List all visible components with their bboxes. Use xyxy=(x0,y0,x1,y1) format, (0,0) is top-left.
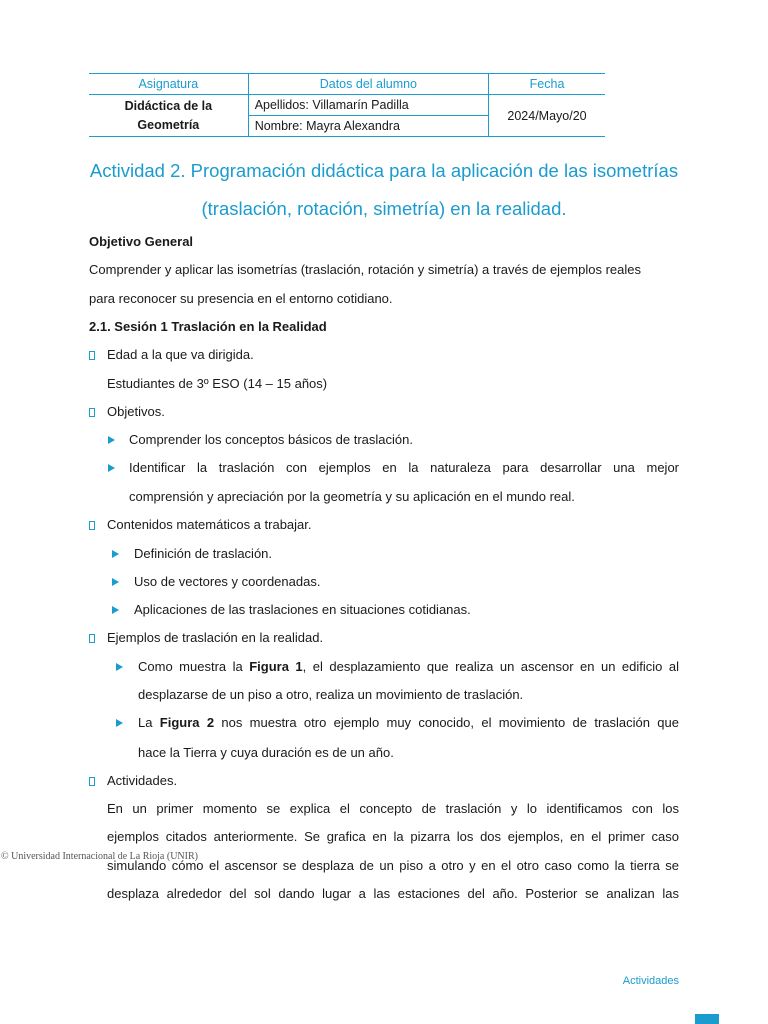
surnames-cell: Apellidos: Villamarín Padilla xyxy=(248,95,488,116)
objectives-label: Objetivos. xyxy=(107,404,165,419)
square-bullet-icon xyxy=(89,351,95,360)
example-2-text-cont: nos muestra otro ejemplo muy conocido, el movimiento de traslación que xyxy=(214,715,679,730)
header-col-subject: Asignatura xyxy=(89,74,248,95)
examples-label: Ejemplos de traslación en la realidad. xyxy=(107,630,324,645)
example-1-text-cont: , el desplazamiento que realiza un ascensor en un edificio al xyxy=(302,659,680,674)
date-cell: 2024/Mayo/20 xyxy=(489,95,605,137)
activity-title xyxy=(89,152,679,228)
triangle-bullet-icon xyxy=(108,464,115,472)
example-2-line2: hace la Tierra y cuya duración es de un año. xyxy=(138,745,394,760)
objective-heading: Objetivo General xyxy=(89,234,194,249)
square-bullet-icon xyxy=(89,521,95,530)
objective-item-2-line2: comprensión y apreciación por la geometría y su aplicación en el mundo real. xyxy=(129,489,575,504)
example-1-line2: desplazarse de un piso a otro, realiza un movimiento de traslación. xyxy=(138,687,524,702)
footer-accent-bar xyxy=(695,1014,719,1024)
age-label: Edad a la que va dirigida. xyxy=(107,347,254,362)
activities-line1: En un primer momento se explica el concepto de traslación y lo identificamos con los xyxy=(107,801,679,816)
header-col-student: Datos del alumno xyxy=(248,74,488,95)
objective-text-line1: Comprender y aplicar las isometrías (traslación, rotación y simetría) a través de ejemplos reales xyxy=(89,262,641,277)
triangle-bullet-icon xyxy=(112,606,119,614)
subject-cell xyxy=(89,95,248,137)
figure-2-reference: Figura 2 xyxy=(159,715,215,730)
objective-text-line2: para reconocer su presencia en el entorno cotidiano. xyxy=(89,291,393,306)
unir-copyright-watermark: © Universidad Internacional de La Rioja (UNIR) xyxy=(1,851,198,862)
activities-line3: simulando cómo el ascensor se desplaza de un piso a otro y en el otro caso como la tierra se xyxy=(107,858,679,873)
header-table xyxy=(89,73,605,137)
example-1-text: Como muestra la xyxy=(138,659,250,674)
triangle-bullet-icon xyxy=(112,578,119,586)
figure-1-reference: Figura 1 xyxy=(249,659,303,674)
activities-line4: desplaza alrededor del sol dando lugar a las estaciones del año. Posterior se analizan las xyxy=(107,886,679,901)
title-line2: (traslación, rotación, simetría) en la realidad. xyxy=(201,198,567,219)
square-bullet-icon xyxy=(89,777,95,786)
content-item-1: Definición de traslación. xyxy=(134,546,273,561)
title-line1: Actividad 2. Programación didáctica para la aplicación de las isometrías xyxy=(89,160,679,181)
example-1-line1 xyxy=(138,657,679,677)
name-cell: Nombre: Mayra Alexandra xyxy=(248,116,488,137)
triangle-bullet-icon xyxy=(116,663,123,671)
triangle-bullet-icon xyxy=(108,436,115,444)
subject-line1: Didáctica de la xyxy=(124,98,213,113)
example-2-text: La xyxy=(138,715,160,730)
activities-label: Actividades. xyxy=(107,773,178,788)
subject-line2: Geometría xyxy=(137,117,200,132)
content-item-3: Aplicaciones de las traslaciones en situaciones cotidianas. xyxy=(134,602,471,617)
objective-item-1: Comprender los conceptos básicos de traslación. xyxy=(129,432,413,447)
square-bullet-icon xyxy=(89,408,95,417)
activities-line2: ejemplos citados anteriormente. Se grafica en la pizarra los dos ejemplos, en el primer caso xyxy=(107,829,679,844)
objective-item-2-line1: Identificar la traslación con ejemplos en la naturaleza para desarrollar una mejor xyxy=(129,460,679,475)
session-heading: 2.1. Sesión 1 Traslación en la Realidad xyxy=(89,319,327,334)
triangle-bullet-icon xyxy=(112,550,119,558)
header-col-date: Fecha xyxy=(489,74,605,95)
content-item-2: Uso de vectores y coordenadas. xyxy=(134,574,321,589)
footer-section-label: Actividades xyxy=(622,975,679,987)
square-bullet-icon xyxy=(89,634,95,643)
contents-label: Contenidos matemáticos a trabajar. xyxy=(107,517,312,532)
example-2-line1 xyxy=(138,713,679,733)
age-value: Estudiantes de 3º ESO (14 – 15 años) xyxy=(107,376,328,391)
triangle-bullet-icon xyxy=(116,719,123,727)
